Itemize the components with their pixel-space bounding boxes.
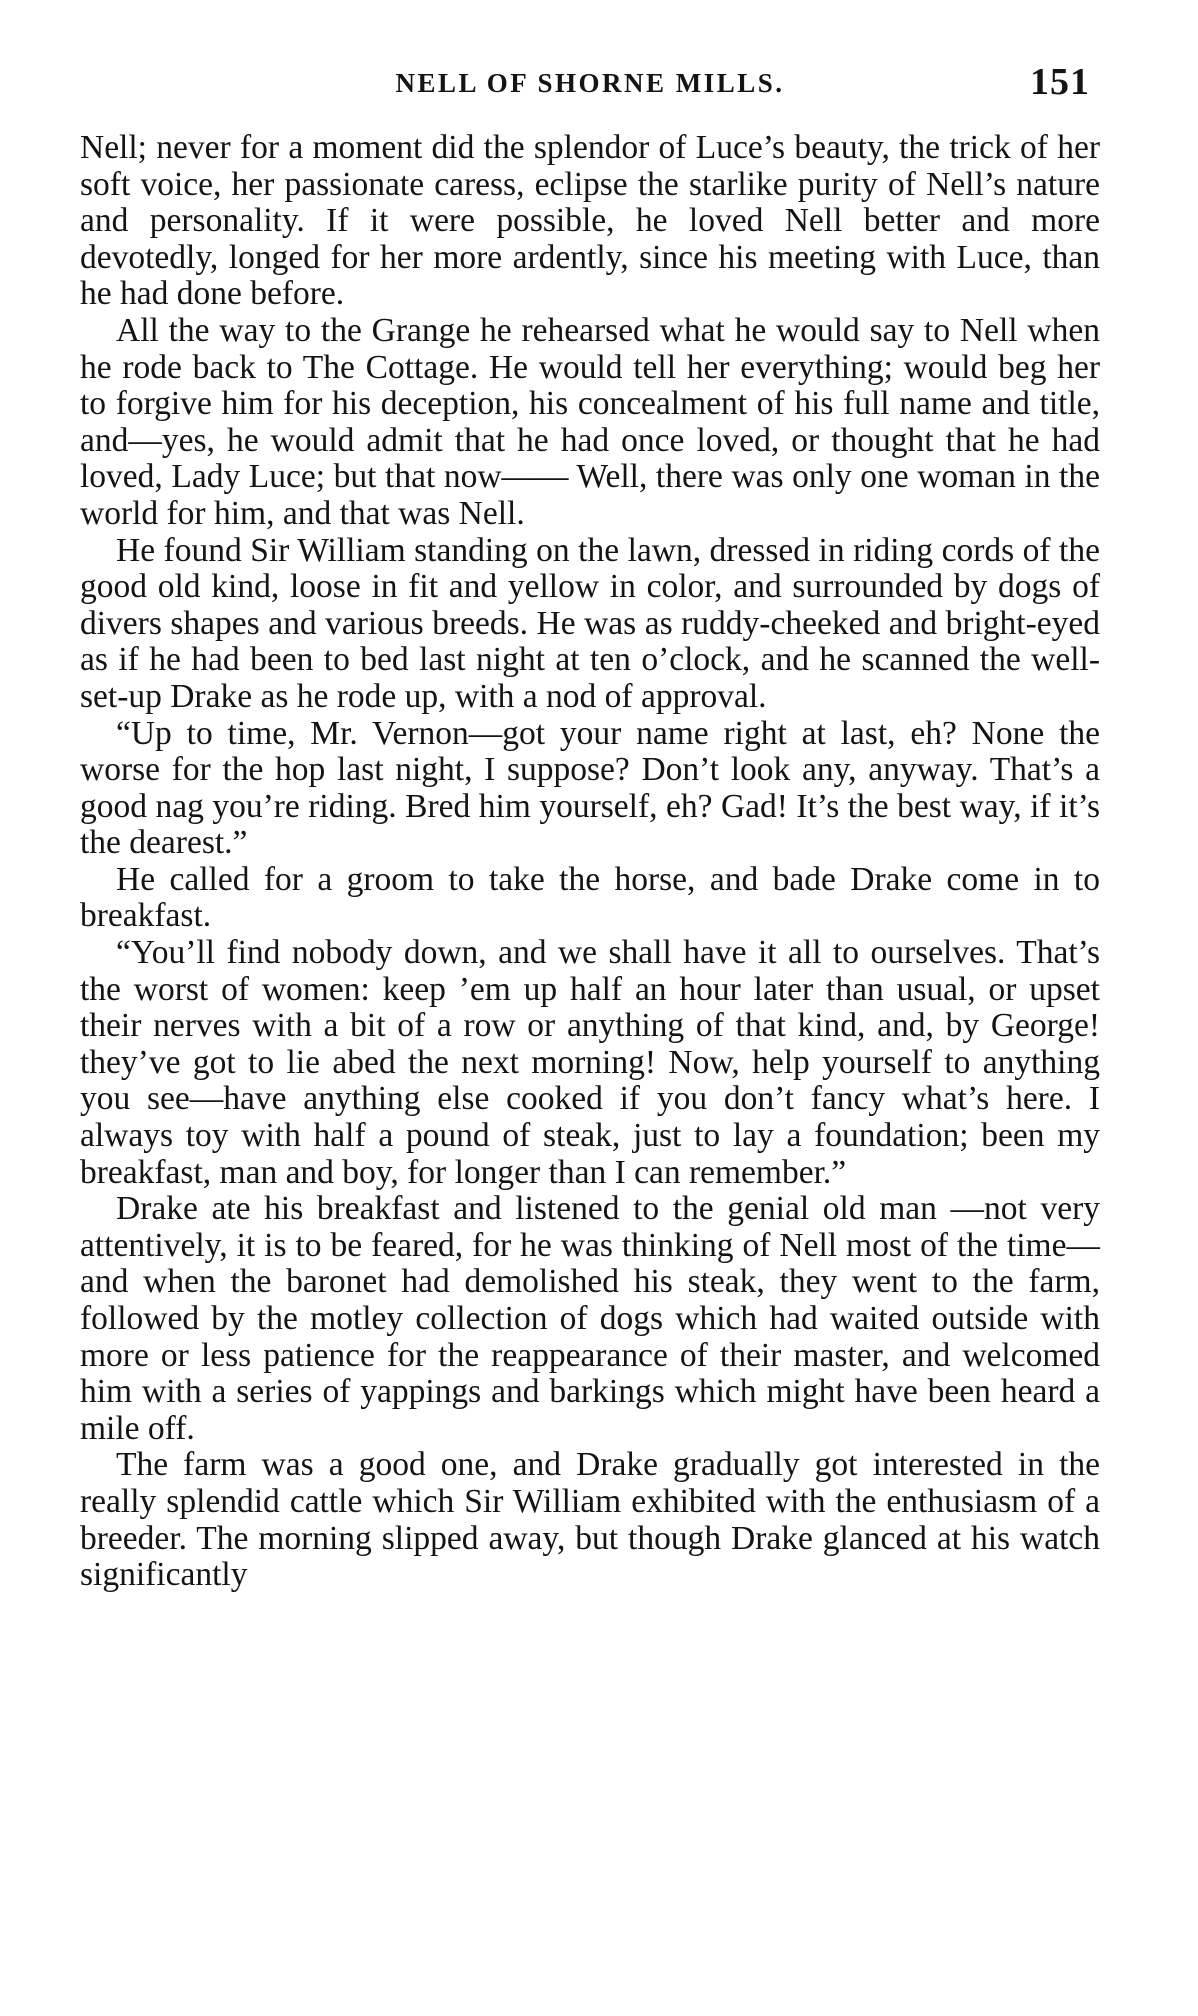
page-number: 151: [1030, 61, 1090, 103]
paragraph: The farm was a good one, and Drake gradually got interested in the really splendid cattle which Sir William exhibited with the enthusiasm of a breeder. The morning slipped away, but though Drake glanced at his watch significantly: [80, 1446, 1100, 1594]
paragraph: All the way to the Grange he rehearsed what he would say to Nell when he rode back to The Cottage. He would tell her everything; would beg her to forgive him for his deception, his concealment of his full name and title, and—yes, he would admit that he had once loved, or thought that he had loved, Lady Luce; but that now—— Well, there was only one woman in the world for him, and that was Nell.: [80, 311, 1100, 532]
paragraph: Nell; never for a moment did the splendor of Luce’s beauty, the trick of her soft voice, her passionate caress, eclipse the starlike purity of Nell’s nature and personality. If it were possible, he loved Nell better and more devotedly, longed for her more ardently, since his meeting with Luce, than he had done before.: [80, 129, 1100, 313]
page-header: [80, 60, 1100, 120]
running-title: NELL OF SHORNE MILLS.: [395, 68, 785, 98]
paragraph: “Up to time, Mr. Vernon—got your name right at last, eh? None the worse for the hop last night, I suppose? Don’t look any, anyway. That’s a good nag you’re riding. Bred him yourself, eh? Gad! It’s the best way, if it’s the dearest.”: [80, 714, 1100, 862]
paragraph: He found Sir William standing on the lawn, dressed in riding cords of the good old kind, loose in fit and yellow in color, and surrounded by dogs of divers shapes and various breeds. He was as ruddy-cheeked and bright-eyed as if he had been to bed last night at ten o’clock, and he scanned the well-set-up Drake as he rode up, with a nod of approval.: [80, 531, 1100, 715]
book-page: [80, 60, 1100, 1594]
paragraph: “You’ll find nobody down, and we shall have it all to ourselves. That’s the worst of women: keep ’em up half an hour later than usual, or upset their nerves with a bit of a row or anything of that kind, and, by George! they’ve got to lie abed the next morning! Now, help yourself to anything you see—have anything else cooked if you don’t fancy what’s here. I always toy with half a pound of steak, just to lay a foundation; been my breakfast, man and boy, for longer than I can remember.”: [80, 934, 1100, 1191]
paragraph: Drake ate his breakfast and listened to the genial old man —not very attentively, it is to be feared, for he was thinking of Nell most of the time—and when the baronet had demolished his steak, they went to the farm, followed by the motley collection of dogs which had waited outside with more or less patience for the reappearance of their master, and welcomed him with a series of yappings and barkings which might have been heard a mile off.: [80, 1190, 1100, 1447]
paragraph: He called for a groom to take the horse, and bade Drake come in to breakfast.: [80, 860, 1100, 935]
body-text: [80, 130, 1100, 1594]
